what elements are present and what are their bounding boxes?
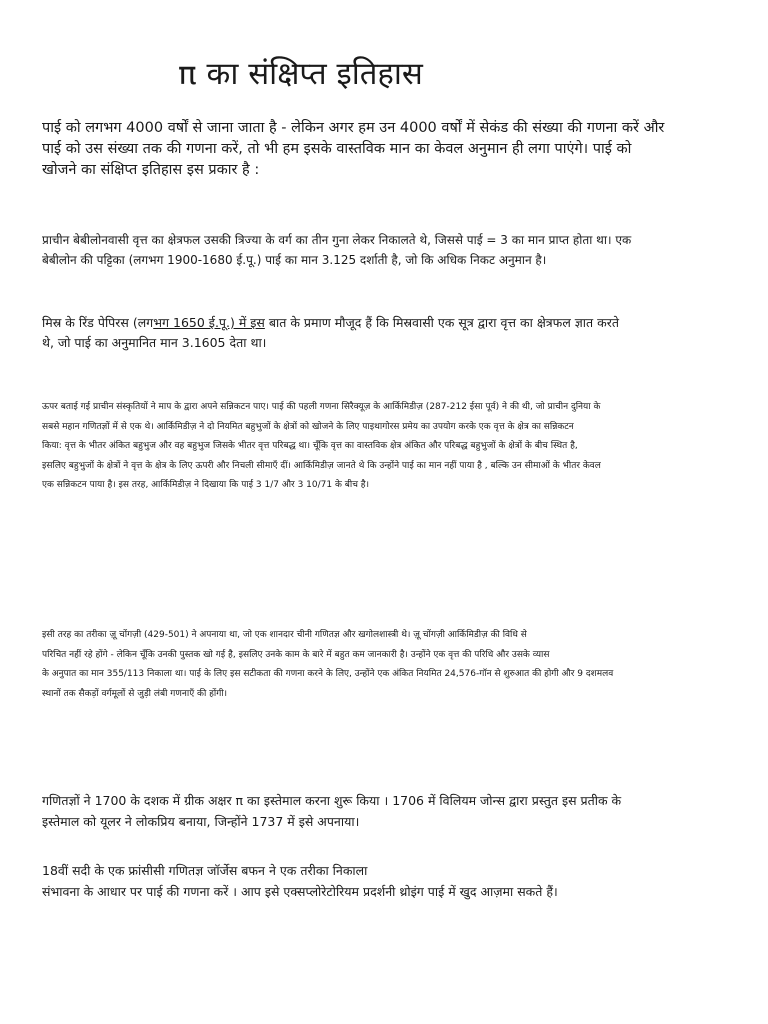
zu-line: इसी तरह का तरीका ज़ू चोंगज़ी (429-501) ने अपनाया था, जो एक शानदार चीनी गणितज्ञ और खगोलशास्त्री थे। ज़ू चोंगज़ी आर्किमिडीज़ की विधि से bbox=[42, 630, 527, 640]
rhind-underlined-text: भग 1650 ई.पू.) में इस bbox=[153, 315, 265, 330]
intro-line: खोजने का संक्षिप्त इतिहास इस प्रकार है : bbox=[42, 162, 260, 178]
buffon-line: संभावना के आधार पर पाई की गणना करें । आप इसे एक्सप्लोरेटोरियम प्रदर्शनी थ्रोइंग पाई में खुद आज़मा सकते हैं। bbox=[42, 884, 558, 899]
babylon-line: बेबीलोन की पट्टिका (लगभग 1900-1680 ई.पू.) पाई का मान 3.125 दर्शाती है, जो कि अधिक निकट अनुमान है। bbox=[42, 253, 547, 267]
zu-chongzhi-paragraph bbox=[42, 626, 732, 704]
intro-line: पाई को लगभग 4000 वर्षों से जाना जाता है - लेकिन अगर हम उन 4000 वर्षों में सेकंड की संख्या की गणना करें और bbox=[42, 120, 665, 136]
buffon-line: 18वीं सदी के एक फ्रांसीसी गणितज्ञ जॉर्जेस बफन ने एक तरीका निकाला bbox=[42, 863, 368, 878]
archimedes-line: ऊपर बताई गई प्राचीन संस्कृतियों ने माप के द्वारा अपने सन्निकटन पाए। पाई की पहली गणना सिरैक्यूज़ के आर्किमिडीज़ (287-212 ईसा पूर्व) ने की थी, जो प्राचीन दुनिया के bbox=[42, 402, 601, 412]
buffon-paragraph bbox=[42, 860, 732, 902]
symbol-line: इस्तेमाल को यूलर ने लोकप्रिय बनाया, जिन्होंने 1737 में इसे अपनाया। bbox=[42, 814, 360, 829]
zu-line: स्थानों तक सैकड़ों वर्गमूलों से जुड़ी लंबी गणनाएँ की होंगी। bbox=[42, 688, 228, 699]
rhind-text-end: बात के प्रमाण मौजूद हैं कि मिस्रवासी एक सूत्र द्वारा वृत्त का क्षेत्रफल ज्ञात करते bbox=[264, 315, 619, 330]
rhind-paragraph bbox=[42, 313, 732, 353]
intro-paragraph bbox=[42, 118, 732, 181]
archimedes-paragraph bbox=[42, 398, 732, 496]
babylon-line: प्राचीन बेबीलोनवासी वृत्त का क्षेत्रफल उसकी त्रिज्या के वर्ग का तीन गुना लेकर निकालते थे, जिससे पाई = 3 का मान प्राप्त होता था। एक bbox=[42, 233, 632, 247]
intro-line: पाई को उस संख्या तक की गणना करें, तो भी हम इसके वास्तविक मान का केवल अनुमान ही लगा पाएंगे। पाई को bbox=[42, 141, 632, 157]
rhind-line bbox=[42, 313, 732, 333]
zu-line: परिचित नहीं रहे होंगे - लेकिन चूँकि उनकी पुस्तक खो गई है, इसलिए उनके काम के बारे में बहुत कम जानकारी है। उन्होंने एक वृत्त की परिधि और उसके व्यास bbox=[42, 649, 550, 660]
archimedes-line: इसलिए बहुभुजों के क्षेत्रों ने वृत्त के क्षेत्र के लिए ऊपरी और निचली सीमाएँ दीं। आर्किमिडीज़ जानते थे कि उन्होंने पाई का मान नहीं पाया है , बल्कि उन सीमाओं के भीतर केवल bbox=[42, 460, 601, 471]
archimedes-line: एक सन्निकटन पाया है। इस तरह, आर्किमिडीज़ ने दिखाया कि पाई 3 1/7 और 3 10/71 के बीच है। bbox=[42, 480, 369, 490]
pi-symbol-paragraph bbox=[42, 790, 732, 832]
page-title: π का संक्षिप्त इतिहास bbox=[178, 56, 423, 92]
archimedes-line: सबसे महान गणितज्ञों में से एक थे। आर्किमिडीज़ ने दो नियमित बहुभुजों के क्षेत्रों को खोजने के लिए पाइथागोरस प्रमेय का उपयोग करके एक वृत्त के क्षेत्र का सन्निकटन bbox=[42, 421, 574, 432]
rhind-line: थे, जो पाई का अनुमानित मान 3.1605 देता था। bbox=[42, 335, 267, 350]
symbol-line: गणितज्ञों ने 1700 के दशक में ग्रीक अक्षर π का इस्तेमाल करना शुरू किया । 1706 में विलियम जोन्स द्वारा प्रस्तुत इस प्रतीक के bbox=[42, 793, 622, 808]
archimedes-line: किया: वृत्त के भीतर अंकित बहुभुज और वह बहुभुज जिसके भीतर वृत्त परिबद्ध था। चूँकि वृत्त का वास्तविक क्षेत्र अंकित और परिबद्ध बहुभुजों के क्षेत्रों के बीच स्थित है, bbox=[42, 441, 578, 451]
zu-line: के अनुपात का मान 355/113 निकाला था। पाई के लिए इस सटीकता की गणना करने के लिए, उन्होंने एक अंकित नियमित 24,576-गॉन से शुरुआत की होगी और 9 दशमलव bbox=[42, 669, 614, 679]
rhind-text-start: मिस्र के रिंड पेपिरस (लग bbox=[42, 315, 154, 330]
babylon-paragraph bbox=[42, 230, 732, 270]
